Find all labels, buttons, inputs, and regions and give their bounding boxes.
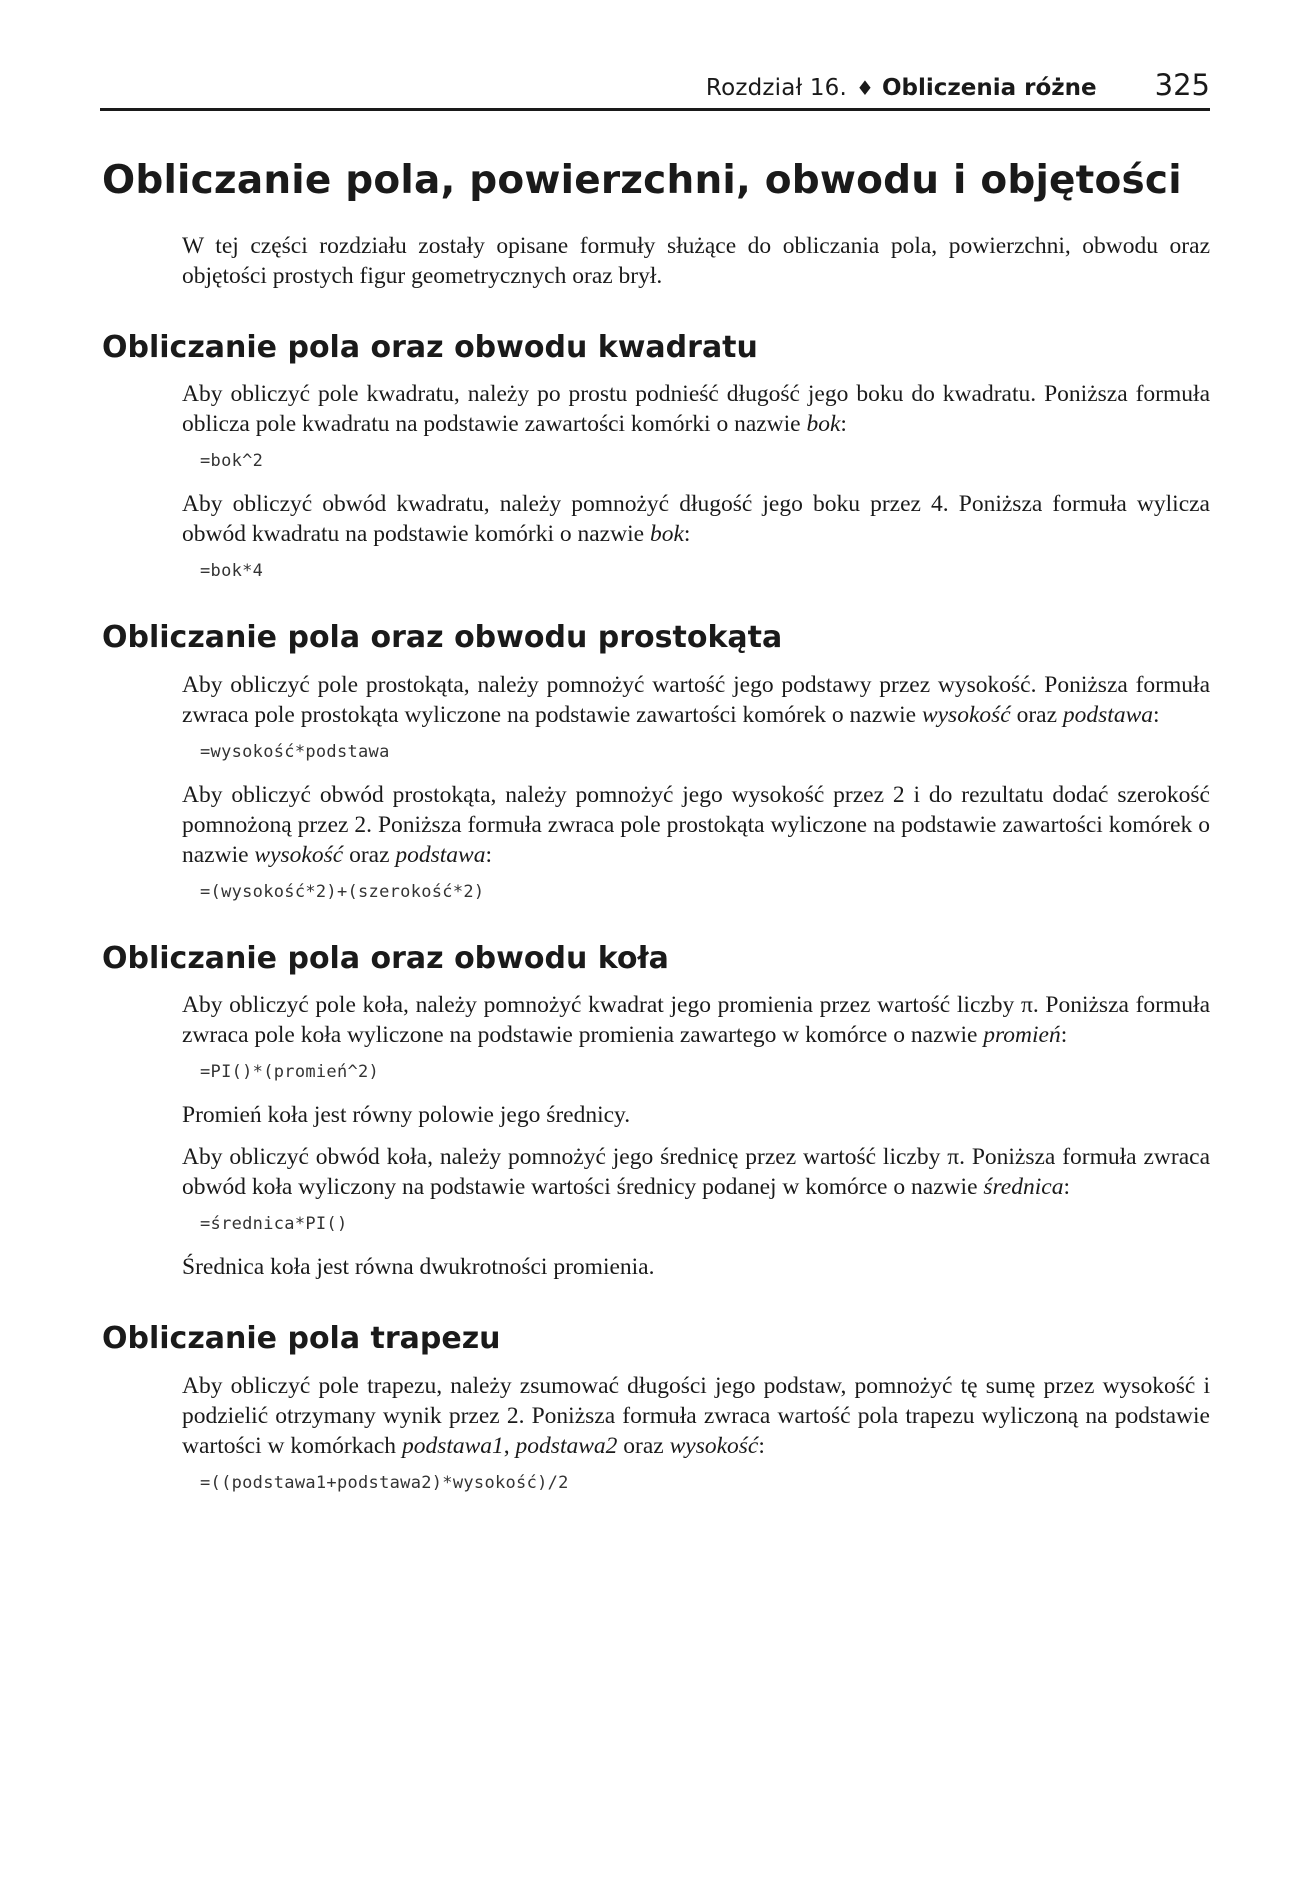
circle-diameter-note: Średnica koła jest równa dwukrotności promienia. [182,1254,655,1281]
trapezoid-heading: Obliczanie pola trapezu [102,1321,501,1357]
square-section [182,379,1210,581]
circle-area-formula: =PI()*(promień^2) [200,1062,380,1083]
trapezoid-section [182,1371,1210,1493]
rectangle-perimeter-formula: =(wysokość*2)+(szerokość*2) [200,881,485,902]
circle-area-paragraph: Aby obliczyć pole koła, należy pomnożyć kwadrat jego promienia przez wartość liczby π. Poniższa formuła zwraca pole koła wyliczone na podstawie promienia zawartego w komórce o nazwie promień: [182,992,1210,1049]
rectangle-perimeter-paragraph: Aby obliczyć obwód prostokąta, należy pomnożyć jego wysokość przez 2 i do rezultatu dodać szerokość pomnożoną przez 2. Poniższa formuła zwraca pole prostokąta wyliczone na podstawie zawartości komórek o nazwie wysokość oraz podstawa: [182,781,1210,868]
rectangle-area-paragraph: Aby obliczyć pole prostokąta, należy pomnożyć wartość jego podstawy przez wysokość. Poniższa formuła zwraca pole prostokąta wyliczone na podstawie zawartości komórek o nazwie wysokość oraz podstawa: [182,671,1210,728]
circle-perimeter-formula: =średnica*PI() [200,1214,348,1235]
circle-radius-note: Promień koła jest równy polowie jego średnicy. [182,1102,631,1129]
square-perimeter-paragraph: Aby obliczyć obwód kwadratu, należy pomnożyć długość jego boku przez 4. Poniższa formuła wylicza obwód kwadratu na podstawie komórki o nazwie bok: [182,491,1210,548]
running-header [100,64,1210,111]
rectangle-section [182,670,1210,902]
circle-heading: Obliczanie pola oraz obwodu koła [102,940,669,976]
trapezoid-area-formula: =((podstawa1+podstawa2)*wysokość)/2 [200,1472,569,1493]
square-area-formula: =bok^2 [200,451,264,472]
chapter-title: Obliczenia różne [881,75,1097,101]
page-content [102,160,1210,1511]
chapter-label: Rozdział 16. [705,75,847,101]
square-area-paragraph: Aby obliczyć pole kwadratu, należy po prostu podnieść długość jego boku do kwadratu. Poniższa formuła oblicza pole kwadratu na podstawie zawartości komórki o nazwie bok: [182,381,1210,438]
circle-perimeter-paragraph: Aby obliczyć obwód koła, należy pomnożyć jego średnicę przez wartość liczby π. Poniższa formuła zwraca obwód koła wyliczony na podstawie wartości średnicy podanej w komórce o nazwie średnica: [182,1144,1210,1201]
square-perimeter-formula: =bok*4 [200,561,264,582]
trapezoid-area-paragraph: Aby obliczyć pole trapezu, należy zsumować długości jego podstaw, pomnożyć tę sumę przez wysokość i podzielić otrzymany wynik przez 2. Poniższa formuła zwraca wartość pola trapezu wyliczoną na podstawie wartości w komórkach podstawa1, podstawa2 oraz wysokość: [182,1372,1210,1459]
page-number: 325 [1154,68,1210,102]
section-title: Obliczanie pola, powierzchni, obwodu i objętości [102,158,1182,203]
circle-section [182,990,1210,1282]
square-heading: Obliczanie pola oraz obwodu kwadratu [102,329,758,365]
rectangle-heading: Obliczanie pola oraz obwodu prostokąta [102,620,783,656]
diamond-icon: ♦ [856,76,874,100]
rectangle-area-formula: =wysokość*podstawa [200,741,390,762]
intro-paragraph: W tej części rozdziału zostały opisane formuły służące do obliczania pola, powierzchni, obwodu oraz objętości prostych figur geometrycznych oraz brył. [182,232,1210,289]
